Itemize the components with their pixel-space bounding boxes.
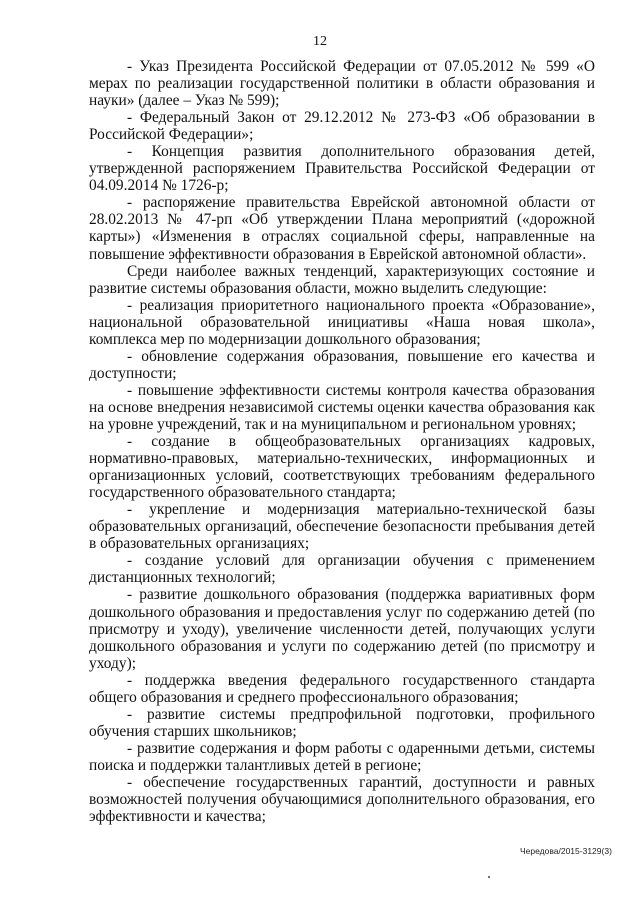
page-number: 12 [313,34,327,49]
document-body [89,58,595,825]
footer-reference: Чередова/2015-3129(3) [520,846,612,856]
list-item-gifted-children: - развитие содержания и форм работы с одаренными детьми, системы поиска и поддержки талантливых детей в регионе; [89,739,595,774]
list-item-state-guarantees: - обеспечение государственных гарантий, доступности и равных возможностей получения обучающимися дополнительного образования, его эффективности и качества; [89,773,595,826]
list-item-distance-learning: - создание условий для организации обучения с применением дистанционных технологий; [89,552,595,587]
list-item-quality-control: - повышение эффективности системы контроля качества образования на основе внедрения независимой системы оценки качества образования как на уровне учреждений, так и на муниципальном и региональном уровнях; [89,381,595,433]
list-item-national-project: - реализация приоритетного национального проекта «Образование», национальной образовательной инициативы «Наша новая школа», комплекса мер по модернизации дошкольного образования; [89,296,595,348]
list-item-content-update: - обновление содержания образования, повышение его качества и доступности; [89,347,595,382]
paragraph-trends-intro: Среди наиболее важных тенденций, характеризующих состояние и развитие системы образования области, можно выделить следующие: [89,262,595,297]
paragraph-regional-order: - распоряжение правительства Еврейской автономной области от 28.02.2013 № 47-рп «Об утверждении Плана мероприятий («дорожной карты») «Изменения в отраслях социальной сферы, направленные на повышение эффективности образования в Еврейской автономной области». [89,194,595,263]
list-item-conditions: - создание в общеобразовательных организациях кадровых, нормативно-правовых, материально-технических, информационных и организационных условий, соответствующих требованиям федерального государственного образовательного стандарта; [89,433,595,502]
list-item-federal-standard: - поддержка введения федерального государственного стандарта общего образования и среднего профессионального образования; [89,671,595,706]
list-item-material-base: - укрепление и модернизация материально-технической базы образовательных организаций, обеспечение безопасности пребывания детей в образовательных организациях; [89,501,595,553]
list-item-preschool: - развитие дошкольного образования (поддержка вариативных форм дошкольного образования и предоставления услуг по содержанию детей (по присмотру и уходу), увеличение численности детей, получающих услуги дошкольного образования и услуги по содержанию детей (по присмотру и уходу); [89,586,595,672]
list-item-pre-profile: - развитие системы предпрофильной подготовки, профильного обучения старших школьников; [89,705,595,740]
scan-speck [488,876,490,878]
paragraph-decree-599: - Указ Президента Российской Федерации от 07.05.2012 № 599 «О мерах по реализации государственной политики в области образования и науки» (далее – Указ № 599); [89,58,595,110]
paragraph-concept-additional-education: - Концепция развития дополнительного образования детей, утвержденной распоряжением Правительства Российской Федерации от 04.09.2014 № 1726-р; [89,143,595,195]
paragraph-federal-law-273: - Федеральный Закон от 29.12.2012 № 273-ФЗ «Об образовании в Российской Федерации»; [89,109,595,144]
